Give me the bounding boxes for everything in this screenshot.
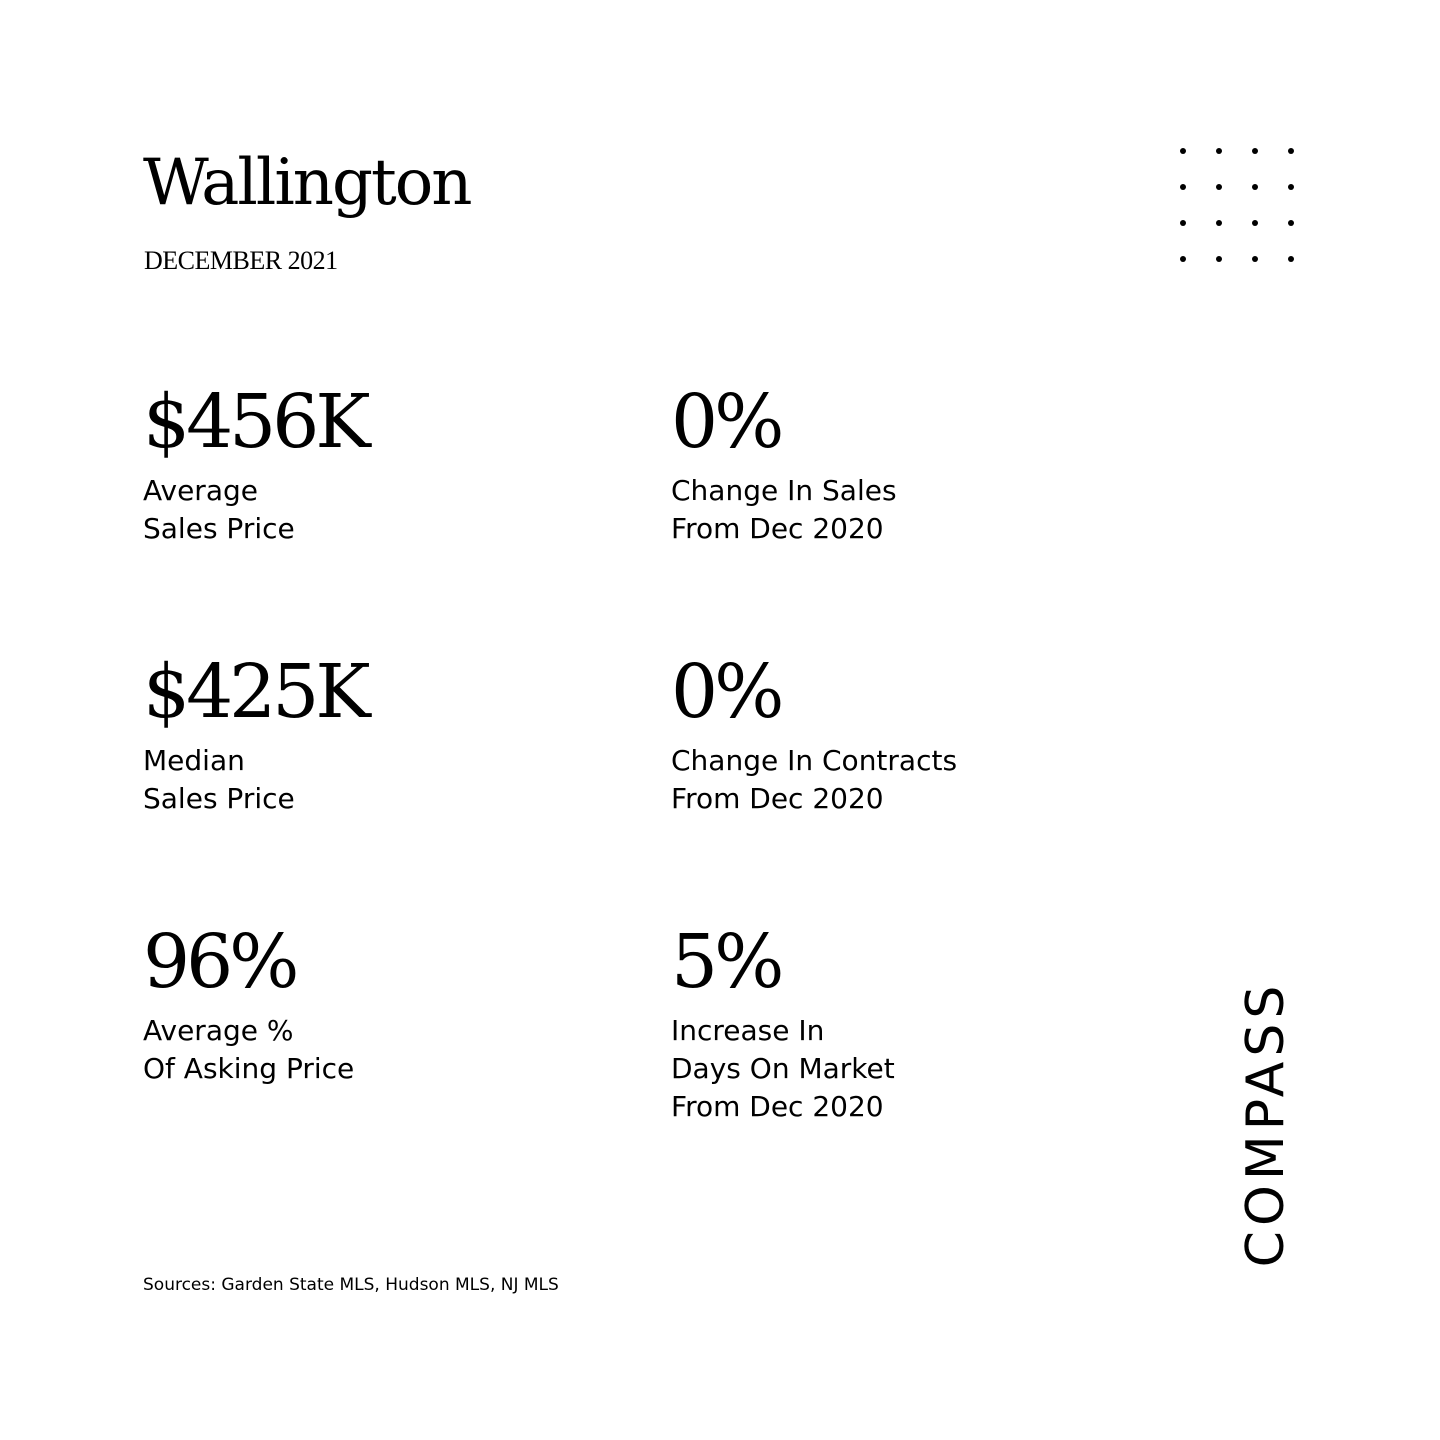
stat-label: Median xyxy=(143,744,245,777)
dot xyxy=(1216,220,1222,226)
dot xyxy=(1288,184,1294,190)
stat-label: From Dec 2020 xyxy=(671,1090,884,1123)
stat-label: Sales Price xyxy=(143,512,295,545)
dot xyxy=(1216,184,1222,190)
stat-label: Of Asking Price xyxy=(143,1052,355,1085)
stat-change-in-contracts xyxy=(671,650,957,818)
stat-average-sales-price xyxy=(143,380,367,548)
stat-label: Increase In xyxy=(671,1014,825,1047)
stat-label: Average % xyxy=(143,1014,294,1047)
compass-logo xyxy=(1236,954,1296,1294)
dot xyxy=(1180,256,1186,262)
dot xyxy=(1180,184,1186,190)
stat-value: $425K xyxy=(143,649,367,735)
dot xyxy=(1252,148,1258,154)
dot xyxy=(1216,148,1222,154)
dot xyxy=(1216,256,1222,262)
stat-value: $456K xyxy=(143,379,367,465)
stat-days-on-market xyxy=(671,920,895,1126)
stat-label: Sales Price xyxy=(143,782,295,815)
dot xyxy=(1288,148,1294,154)
stat-label: Change In Sales xyxy=(671,474,897,507)
stat-change-in-sales xyxy=(671,380,897,548)
dot xyxy=(1288,256,1294,262)
dot-grid-icon xyxy=(1176,144,1300,268)
stat-label: From Dec 2020 xyxy=(671,512,884,545)
date-subtitle: DECEMBER 2021 xyxy=(144,246,338,275)
dot xyxy=(1288,220,1294,226)
stat-median-sales-price xyxy=(143,650,367,818)
dot xyxy=(1180,220,1186,226)
dot xyxy=(1252,184,1258,190)
stat-label: From Dec 2020 xyxy=(671,782,884,815)
stat-label: Days On Market xyxy=(671,1052,895,1085)
stat-value: 96% xyxy=(143,919,296,1005)
page-title: Wallington xyxy=(143,146,471,220)
logo-text: COMPASS xyxy=(1236,980,1296,1268)
stat-value: 0% xyxy=(671,379,781,465)
stat-label: Average xyxy=(143,474,258,507)
stat-label: Change In Contracts xyxy=(671,744,958,777)
sources-footnote: Sources: Garden State MLS, Hudson MLS, NJ MLS xyxy=(143,1275,559,1295)
dot xyxy=(1252,220,1258,226)
stat-value: 5% xyxy=(671,919,781,1005)
stat-average-of-asking-price xyxy=(143,920,354,1088)
dot xyxy=(1252,256,1258,262)
stat-value: 0% xyxy=(671,649,781,735)
dot xyxy=(1180,148,1186,154)
